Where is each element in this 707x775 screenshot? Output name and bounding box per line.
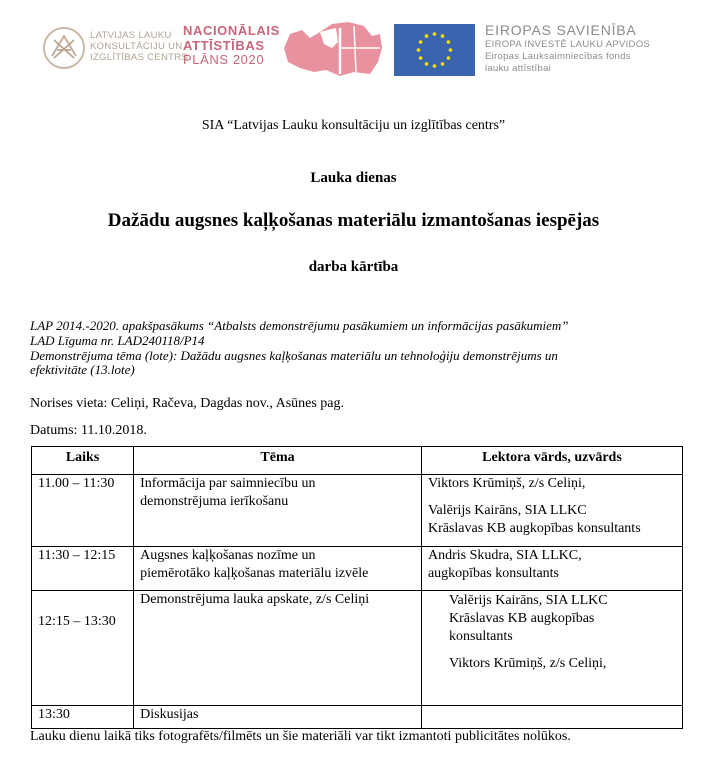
llkc-logo-text [90, 30, 188, 63]
row-topic [134, 475, 422, 547]
eu-line-3: lauku attīstībai [485, 63, 552, 74]
venue: Norises vieta: Celiņi, Račeva, Dagdas nov., Asūnes pag. [30, 396, 345, 411]
table-header-row [32, 447, 683, 475]
lecturer-line: Viktors Krūmiņš, z/s Celiņi, [448, 656, 607, 671]
row-lecturer [421, 547, 682, 591]
organization-name: SIA “Latvijas Lauku konsultāciju un izglītības centrs” [201, 118, 506, 133]
event-date: Datums: 11.10.2018. [30, 423, 147, 438]
llkc-logo-icon [42, 26, 86, 70]
document-subtitle: darba kārtība [308, 259, 399, 275]
eu-flag-icon [394, 24, 475, 76]
row-topic [134, 547, 422, 591]
eu-logo-text [485, 22, 650, 75]
row-lecturer [421, 706, 682, 729]
eu-line-2: Eiropas Lauksaimniecības fonds [485, 51, 631, 62]
nap-line-3: PLĀNS 2020 [183, 52, 265, 67]
row-topic: Diskusijas [134, 706, 422, 729]
logo-header [0, 0, 707, 80]
document-topic: Dažādu augsnes kaļķošanas materiālu izmantošanas iespējas [107, 210, 600, 231]
info-line-1: LAP 2014.-2020. apakšpasākums “Atbalsts demonstrējumu pasākumiem un informācijas pasākumiem” [30, 318, 569, 333]
row-topic: Demonstrējuma lauka apskate, z/s Celiņi [134, 591, 422, 706]
latvia-map-icon [280, 18, 385, 78]
column-header-lecturer: Lektora vārds, uzvārds [421, 447, 682, 475]
eu-line-1: EIROPA INVESTĒ LAUKU APVIDOS [485, 39, 651, 50]
row-time: 11:30 – 12:15 [32, 547, 134, 591]
lecturer-line: Krāslavas KB augkopības konsultants [427, 521, 641, 536]
llkc-line-3: IZGLĪTĪBAS CENTRS [90, 52, 189, 63]
table-row [32, 475, 683, 547]
info-line-3: Demonstrējuma tēma (lote): Dažādu augsnes kaļķošanas materiālu un tehnoloģiju demonstrējums un [30, 347, 558, 363]
lecturer-line: augkopības konsultants [427, 566, 559, 581]
row-time: 11.00 – 11:30 [32, 475, 134, 547]
table-row [32, 547, 683, 591]
lecturer-line: Krāslavas KB augkopības [448, 611, 595, 626]
column-header-time: Laiks [32, 447, 134, 475]
agenda-table [31, 446, 683, 729]
llkc-line-1: LATVIJAS LAUKU [90, 30, 172, 41]
publicity-note: Lauku dienu laikā tiks fotografēts/filmēts un šie materiāli var tikt izmantoti publicitātes nolūkos. [30, 729, 571, 744]
row-time: 13:30 [32, 706, 134, 729]
topic-line: piemērotāko kaļķošanas materiālu izvēle [140, 566, 369, 581]
lecturer-line: konsultants [448, 629, 513, 644]
lecturer-line: Valērijs Kairāns, SIA LLKC [427, 503, 587, 518]
topic-line: Informācija par saimniecību un [140, 476, 316, 491]
table-row [32, 706, 683, 729]
lecturer-line: Valērijs Kairāns, SIA LLKC [448, 593, 608, 608]
nap-line-1: NACIONĀLAIS [183, 23, 280, 38]
topic-line: demonstrējuma ierīkošanu [140, 494, 289, 509]
table-row [32, 591, 683, 706]
row-time: 12:15 – 13:30 [32, 591, 134, 706]
program-info [30, 319, 670, 378]
eu-title: EIROPAS SAVIENĪBA [485, 22, 637, 38]
llkc-line-2: KONSULTĀCIJU UN [90, 41, 183, 52]
row-lecturer [421, 475, 682, 547]
info-line-4: efektivitāte (13.lote) [30, 362, 135, 378]
nap-line-2: ATTĪSTĪBAS [183, 37, 265, 53]
nap-logo-text [183, 24, 280, 68]
row-lecturer [421, 591, 682, 706]
lecturer-line: Andris Skudra, SIA LLKC, [427, 548, 582, 563]
lecturer-line: Viktors Krūmiņš, z/s Celiņi, [427, 476, 586, 491]
topic-line: Augsnes kaļķošanas nozīme un [140, 548, 316, 563]
event-title: Lauka dienas [310, 170, 397, 186]
info-line-2: LAD Līguma nr. LAD240118/P14 [30, 332, 205, 348]
column-header-topic: Tēma [134, 447, 422, 475]
